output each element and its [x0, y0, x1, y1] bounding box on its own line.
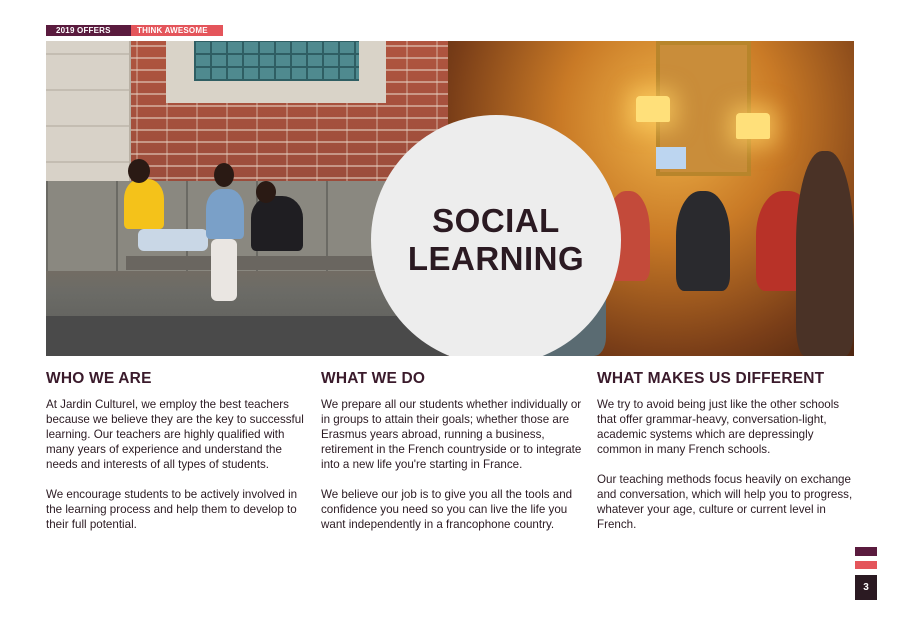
tag-think-awesome: THINK AWESOME	[131, 25, 223, 36]
paragraph: We try to avoid being just like the other schools that offer grammar-heavy, conversation-light, academic systems which are depressingly common in many French schools.	[597, 398, 840, 456]
column-what-we-do	[321, 370, 583, 547]
lamp-icon	[636, 96, 670, 122]
title-circle	[371, 115, 621, 356]
paragraph: Our teaching methods focus heavily on exchange and conversation, which will help you to progress, whatever your age, culture or current level in French.	[597, 473, 853, 531]
column-what-makes-us-different	[597, 370, 859, 547]
page-title-line-1: SOCIAL	[432, 202, 560, 239]
lamp-icon	[736, 113, 770, 139]
hero-photo-banner	[46, 41, 854, 356]
section-heading: WHO WE ARE	[46, 370, 152, 387]
decor-bar-coral	[855, 561, 877, 569]
decor-bar-plum	[855, 547, 877, 556]
paragraph: We prepare all our students whether individually or in groups to attain their goals; whether those are Erasmus years abroad, running a business, retirement in the French countryside or to integrate into a new life you're starting in France.	[321, 398, 582, 471]
section-heading: WHAT MAKES US DIFFERENT	[597, 370, 825, 387]
column-who-we-are	[46, 370, 308, 547]
paragraph: We believe our job is to give you all the tools and confidence you need so you can live the life you want independently in a francophone country.	[321, 488, 573, 531]
paragraph: At Jardin Culturel, we employ the best teachers because we believe they are the key to successful learning. Our teachers are highly qualified with many years of experience and understand the needs and interests of all types of students.	[46, 398, 304, 471]
page-number: 3	[855, 575, 877, 600]
tag-2019-offers: 2019 OFFERS	[46, 25, 131, 36]
page-title-line-2: LEARNING	[407, 240, 585, 277]
section-heading: WHAT WE DO	[321, 370, 426, 387]
paragraph: We encourage students to be actively involved in the learning process and help them to develop to their full potential.	[46, 488, 298, 531]
